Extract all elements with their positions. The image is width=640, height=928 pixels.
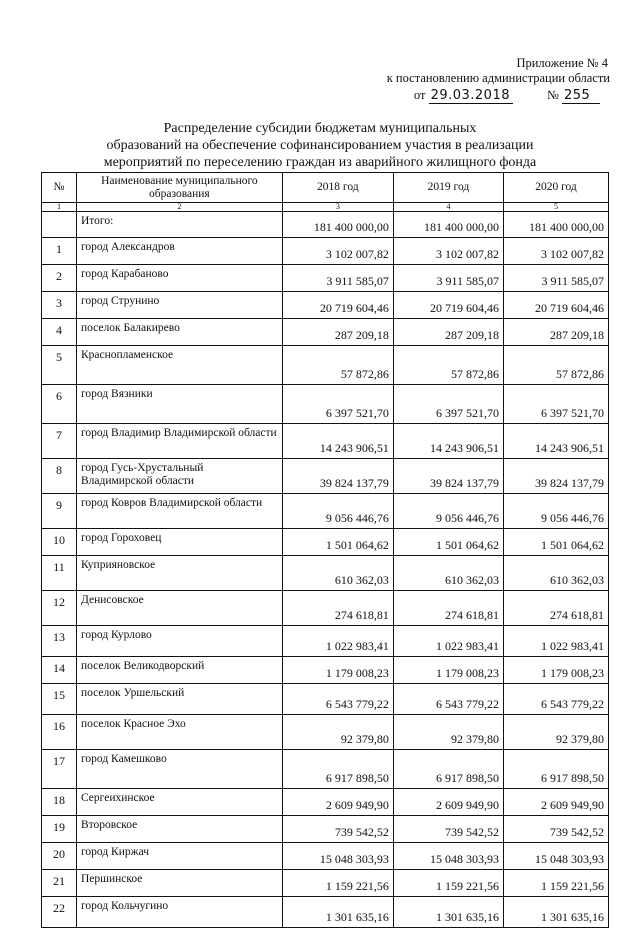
municipality-name: Денисовское (76, 591, 282, 626)
value-2020: 1 179 008,23 (504, 657, 609, 684)
value-2020: 1 159 221,56 (504, 870, 609, 897)
column-number: 5 (504, 203, 609, 212)
row-number: 19 (42, 816, 77, 843)
column-number-row (42, 203, 609, 212)
row-number: 3 (42, 292, 77, 319)
row-number: 15 (42, 684, 77, 715)
municipality-name: город Струнино (76, 292, 282, 319)
value-2019: 3 911 585,07 (393, 265, 503, 292)
municipality-name: город Александров (76, 238, 282, 265)
value-2018: 1 301 635,16 (282, 897, 393, 928)
table-row (42, 591, 609, 626)
total-2020: 181 400 000,00 (504, 212, 609, 238)
table-row (42, 657, 609, 684)
col-header-name: Наименование муниципального образования (76, 173, 282, 203)
row-number: 14 (42, 657, 77, 684)
value-2019: 20 719 604,46 (393, 292, 503, 319)
value-2020: 274 618,81 (504, 591, 609, 626)
value-2019: 739 542,52 (393, 816, 503, 843)
municipality-name: город Кольчугино (76, 897, 282, 928)
column-number: 2 (76, 203, 282, 212)
municipality-name: Второвское (76, 816, 282, 843)
value-2020: 6 543 779,22 (504, 684, 609, 715)
row-number: 21 (42, 870, 77, 897)
col-header-number: № (42, 173, 77, 203)
value-2019: 6 397 521,70 (393, 385, 503, 424)
value-2018: 3 102 007,82 (282, 238, 393, 265)
value-2018: 9 056 446,76 (282, 494, 393, 529)
resolution-number: 255 (562, 88, 600, 104)
value-2018: 610 362,03 (282, 556, 393, 591)
table-row (42, 346, 609, 385)
value-2020: 3 911 585,07 (504, 265, 609, 292)
value-2019: 1 179 008,23 (393, 657, 503, 684)
value-2019: 1 501 064,62 (393, 529, 503, 556)
value-2018: 1 022 983,41 (282, 626, 393, 657)
value-2018: 15 048 303,93 (282, 843, 393, 870)
total-number-cell (42, 212, 77, 238)
value-2019: 1 159 221,56 (393, 870, 503, 897)
row-number: 1 (42, 238, 77, 265)
row-number: 8 (42, 459, 77, 494)
row-number: 2 (42, 265, 77, 292)
value-2020: 2 609 949,90 (504, 789, 609, 816)
municipality-name: город Владимир Владимирской области (76, 424, 282, 459)
value-2019: 287 209,18 (393, 319, 503, 346)
value-2019: 1 022 983,41 (393, 626, 503, 657)
date-number-line (414, 88, 600, 104)
row-number: 18 (42, 789, 77, 816)
title-line-2: образований на обеспечение софинансированием участия в реализации (106, 138, 534, 153)
value-2020: 14 243 906,51 (504, 424, 609, 459)
row-number: 20 (42, 843, 77, 870)
number-label: № (546, 88, 559, 102)
value-2019: 39 824 137,79 (393, 459, 503, 494)
value-2018: 6 397 521,70 (282, 385, 393, 424)
value-2019: 15 048 303,93 (393, 843, 503, 870)
table-row (42, 424, 609, 459)
value-2020: 287 209,18 (504, 319, 609, 346)
value-2019: 610 362,03 (393, 556, 503, 591)
table-row (42, 816, 609, 843)
row-number: 6 (42, 385, 77, 424)
table-row (42, 626, 609, 657)
value-2020: 9 056 446,76 (504, 494, 609, 529)
resolution-date: 29.03.2018 (429, 88, 513, 104)
table-row (42, 385, 609, 424)
table-row (42, 843, 609, 870)
total-2018: 181 400 000,00 (282, 212, 393, 238)
value-2018: 274 618,81 (282, 591, 393, 626)
total-label: Итого: (76, 212, 282, 238)
title-line-3: мероприятий по переселению граждан из аварийного жилищного фонда (103, 155, 537, 170)
value-2018: 57 872,86 (282, 346, 393, 385)
value-2019: 2 609 949,90 (393, 789, 503, 816)
value-2020: 3 102 007,82 (504, 238, 609, 265)
table-row (42, 715, 609, 750)
municipality-name: Сергеихинское (76, 789, 282, 816)
value-2019: 6 917 898,50 (393, 750, 503, 789)
value-2018: 20 719 604,46 (282, 292, 393, 319)
value-2018: 3 911 585,07 (282, 265, 393, 292)
value-2019: 1 301 635,16 (393, 897, 503, 928)
value-2020: 20 719 604,46 (504, 292, 609, 319)
total-2019: 181 400 000,00 (393, 212, 503, 238)
col-header-2018: 2018 год (282, 173, 393, 203)
value-2018: 14 243 906,51 (282, 424, 393, 459)
municipality-name: город Киржач (76, 843, 282, 870)
table-row (42, 789, 609, 816)
value-2020: 15 048 303,93 (504, 843, 609, 870)
resolution-label: к постановлению администрации области (386, 71, 610, 85)
municipality-name: город Курлово (76, 626, 282, 657)
municipality-name: поселок Великодворский (76, 657, 282, 684)
row-number: 13 (42, 626, 77, 657)
value-2018: 92 379,80 (282, 715, 393, 750)
value-2020: 1 501 064,62 (504, 529, 609, 556)
row-number: 5 (42, 346, 77, 385)
table-row (42, 684, 609, 715)
value-2020: 6 917 898,50 (504, 750, 609, 789)
value-2020: 610 362,03 (504, 556, 609, 591)
value-2018: 6 543 779,22 (282, 684, 393, 715)
value-2019: 9 056 446,76 (393, 494, 503, 529)
title-line-1: Распределение субсидии бюджетам муниципальных (163, 121, 477, 136)
from-label: от (413, 88, 426, 102)
table-row (42, 897, 609, 928)
municipality-name: поселок Красное Эхо (76, 715, 282, 750)
value-2018: 6 917 898,50 (282, 750, 393, 789)
value-2018: 39 824 137,79 (282, 459, 393, 494)
row-number: 10 (42, 529, 77, 556)
value-2018: 739 542,52 (282, 816, 393, 843)
column-number: 1 (42, 203, 77, 212)
municipality-name: поселок Уршельский (76, 684, 282, 715)
municipality-name: город Гороховец (76, 529, 282, 556)
table-row (42, 750, 609, 789)
municipality-name: город Гусь-Хрустальный Владимирской области (76, 459, 282, 494)
col-header-2020: 2020 год (504, 173, 609, 203)
value-2019: 3 102 007,82 (393, 238, 503, 265)
table-row (42, 459, 609, 494)
table-row (42, 319, 609, 346)
municipality-name: Куприяновское (76, 556, 282, 591)
municipality-name: город Вязники (76, 385, 282, 424)
table-row (42, 494, 609, 529)
column-number: 3 (282, 203, 393, 212)
value-2018: 1 159 221,56 (282, 870, 393, 897)
row-number: 12 (42, 591, 77, 626)
municipality-name: город Камешково (76, 750, 282, 789)
value-2020: 57 872,86 (504, 346, 609, 385)
row-number: 11 (42, 556, 77, 591)
row-number: 17 (42, 750, 77, 789)
row-number: 9 (42, 494, 77, 529)
col-header-2019: 2019 год (393, 173, 503, 203)
document-title (60, 120, 580, 171)
table-row (42, 265, 609, 292)
value-2018: 1 179 008,23 (282, 657, 393, 684)
row-number: 4 (42, 319, 77, 346)
value-2019: 57 872,86 (393, 346, 503, 385)
column-number: 4 (393, 203, 503, 212)
value-2019: 6 543 779,22 (393, 684, 503, 715)
value-2018: 287 209,18 (282, 319, 393, 346)
table-row (42, 292, 609, 319)
municipality-name: Краснопламенское (76, 346, 282, 385)
value-2020: 1 022 983,41 (504, 626, 609, 657)
value-2019: 92 379,80 (393, 715, 503, 750)
row-number: 7 (42, 424, 77, 459)
row-number: 22 (42, 897, 77, 928)
municipality-name: город Ковров Владимирской области (76, 494, 282, 529)
total-row (42, 212, 609, 238)
value-2020: 739 542,52 (504, 816, 609, 843)
value-2019: 14 243 906,51 (393, 424, 503, 459)
value-2020: 6 397 521,70 (504, 385, 609, 424)
municipality-name: поселок Балакирево (76, 319, 282, 346)
value-2018: 2 609 949,90 (282, 789, 393, 816)
table-row (42, 870, 609, 897)
value-2018: 1 501 064,62 (282, 529, 393, 556)
table-row (42, 556, 609, 591)
row-number: 16 (42, 715, 77, 750)
table-row (42, 238, 609, 265)
appendix-label: Приложение № 4 (516, 56, 608, 70)
value-2020: 1 301 635,16 (504, 897, 609, 928)
value-2020: 92 379,80 (504, 715, 609, 750)
municipality-name: Першинское (76, 870, 282, 897)
value-2020: 39 824 137,79 (504, 459, 609, 494)
subsidy-table (41, 172, 609, 928)
value-2019: 274 618,81 (393, 591, 503, 626)
table-row (42, 529, 609, 556)
municipality-name: город Карабаново (76, 265, 282, 292)
